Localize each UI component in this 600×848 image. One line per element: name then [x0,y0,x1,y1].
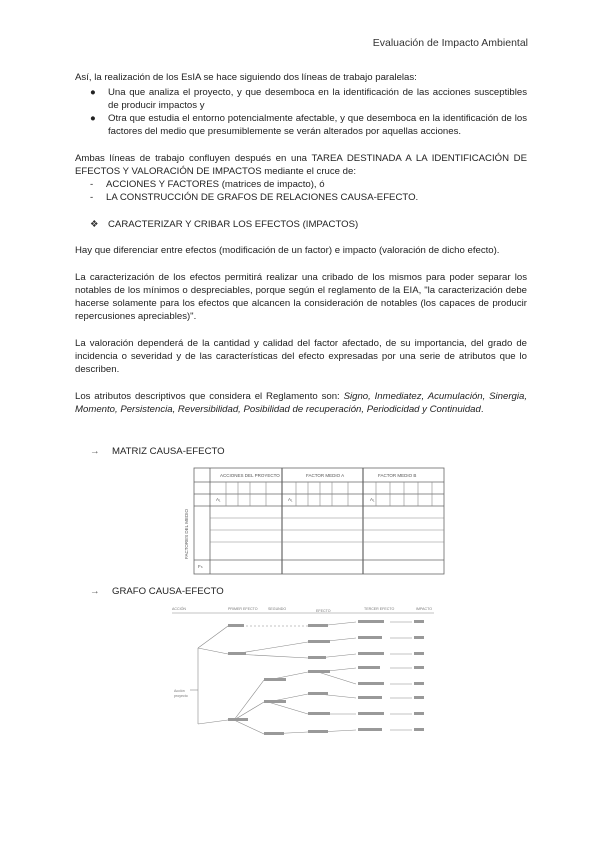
section-heading: ❖ CARACTERIZAR Y CRIBAR LOS EFECTOS (IMPACTOS) [90,219,359,230]
svg-text:Fₙ: Fₙ [198,564,203,569]
matriz-heading: → MATRIZ CAUSA-EFECTO [90,446,225,457]
svg-text:IMPACTO: IMPACTO [416,607,433,611]
valoracion-paragraph: La valoración dependerá de la cantidad y calidad del factor afectado, de su importancia, del grado de incidencia o severidad y de las características del efecto expresadas por una serie de atributos que lo describen. [75,338,527,375]
diamond-bullet-icon: ❖ [90,219,99,230]
dash-bullet-icon: - [90,179,94,190]
intro-paragraph: Así, la realización de los EsIA se hace siguiendo dos líneas de trabajo paralelas: [75,72,417,83]
svg-text:SEGUNDO: SEGUNDO [268,607,287,611]
right-arrow-icon: → [90,446,100,457]
grafo-heading: → GRAFO CAUSA-EFECTO [90,586,224,597]
svg-text:Acción: Acción [174,689,185,693]
bullet-item: ● Otra que estudia el entorno potencialmente afectable, y que desemboca en la identificación de los factores del medio que presumiblemente se verán alterados por aquellas acciones. [90,113,527,137]
svg-text:FACTORES DEL MEDIO: FACTORES DEL MEDIO [184,508,189,559]
svg-text:A₁: A₁ [216,497,221,502]
bullet-dot-icon: ● [90,113,96,124]
caracterizacion-paragraph: La caracterización de los efectos permitirá realizar una cribado de los mismos para poder separar los notables de los mínimos o despreciables, porque según el reglamento de la EIA, "la caracterización debe hacerse solamente para los efectos que alcancen la consideración de notables (los capaces de producir repercusiones apreciables)". [75,272,527,322]
bullet-dot-icon: ● [90,87,96,98]
svg-text:TERCER EFECTO: TERCER EFECTO [364,607,395,611]
svg-text:A₁: A₁ [288,497,293,502]
ambas-paragraph: Ambas líneas de trabajo confluyen después en una TAREA DESTINADA A LA IDENTIFICACIÓN DE EFECTOS Y VALORACIÓN DE IMPACTOS mediante el cruce de: [75,153,527,177]
dash-item: - ACCIONES Y FACTORES (matrices de impacto), ó [90,179,325,190]
svg-text:ACCIÓN: ACCIÓN [172,607,186,611]
grafo-causa-efecto-figure [168,602,438,748]
diferenciar-paragraph: Hay que diferenciar entre efectos (modificación de un factor) e impacto (valoración de dicho efecto). [75,245,500,256]
svg-text:FACTOR MEDIO B: FACTOR MEDIO B [378,473,417,478]
page-header-title: Evaluación de Impacto Ambiental [372,37,528,49]
matriz-causa-efecto-figure [178,464,446,577]
svg-text:PRIMER EFECTO: PRIMER EFECTO [228,607,258,611]
atributos-list: Signo, Inmediatez, Acumulación, Sinergia, Momento, Persistencia, Reversibilidad, Posibilidad de recuperación, Periodicidad y Continuidad [75,391,527,415]
dash-bullet-icon: - [90,192,94,203]
svg-text:A₁: A₁ [370,497,375,502]
svg-text:FACTOR MEDIO A: FACTOR MEDIO A [306,473,345,478]
bullet-item: ● Una que analiza el proyecto, y que desemboca en la identificación de las acciones susceptibles de producir impactos y [90,87,527,111]
right-arrow-icon: → [90,586,100,597]
atributos-paragraph: Los atributos descriptivos que considera el Reglamento son: Signo, Inmediatez, Acumulación, Sinergia, Momento, Persistencia, Reversibilidad, Posibilidad de recuperación, Periodicidad y Continuidad. [75,391,527,415]
svg-text:EFECTO: EFECTO [316,609,331,613]
dash-item: - LA CONSTRUCCIÓN DE GRAFOS DE RELACIONES CAUSA-EFECTO. [90,192,419,203]
svg-text:proyecto: proyecto [174,694,188,698]
svg-text:ACCIONES DEL PROYECTO: ACCIONES DEL PROYECTO [220,473,280,478]
